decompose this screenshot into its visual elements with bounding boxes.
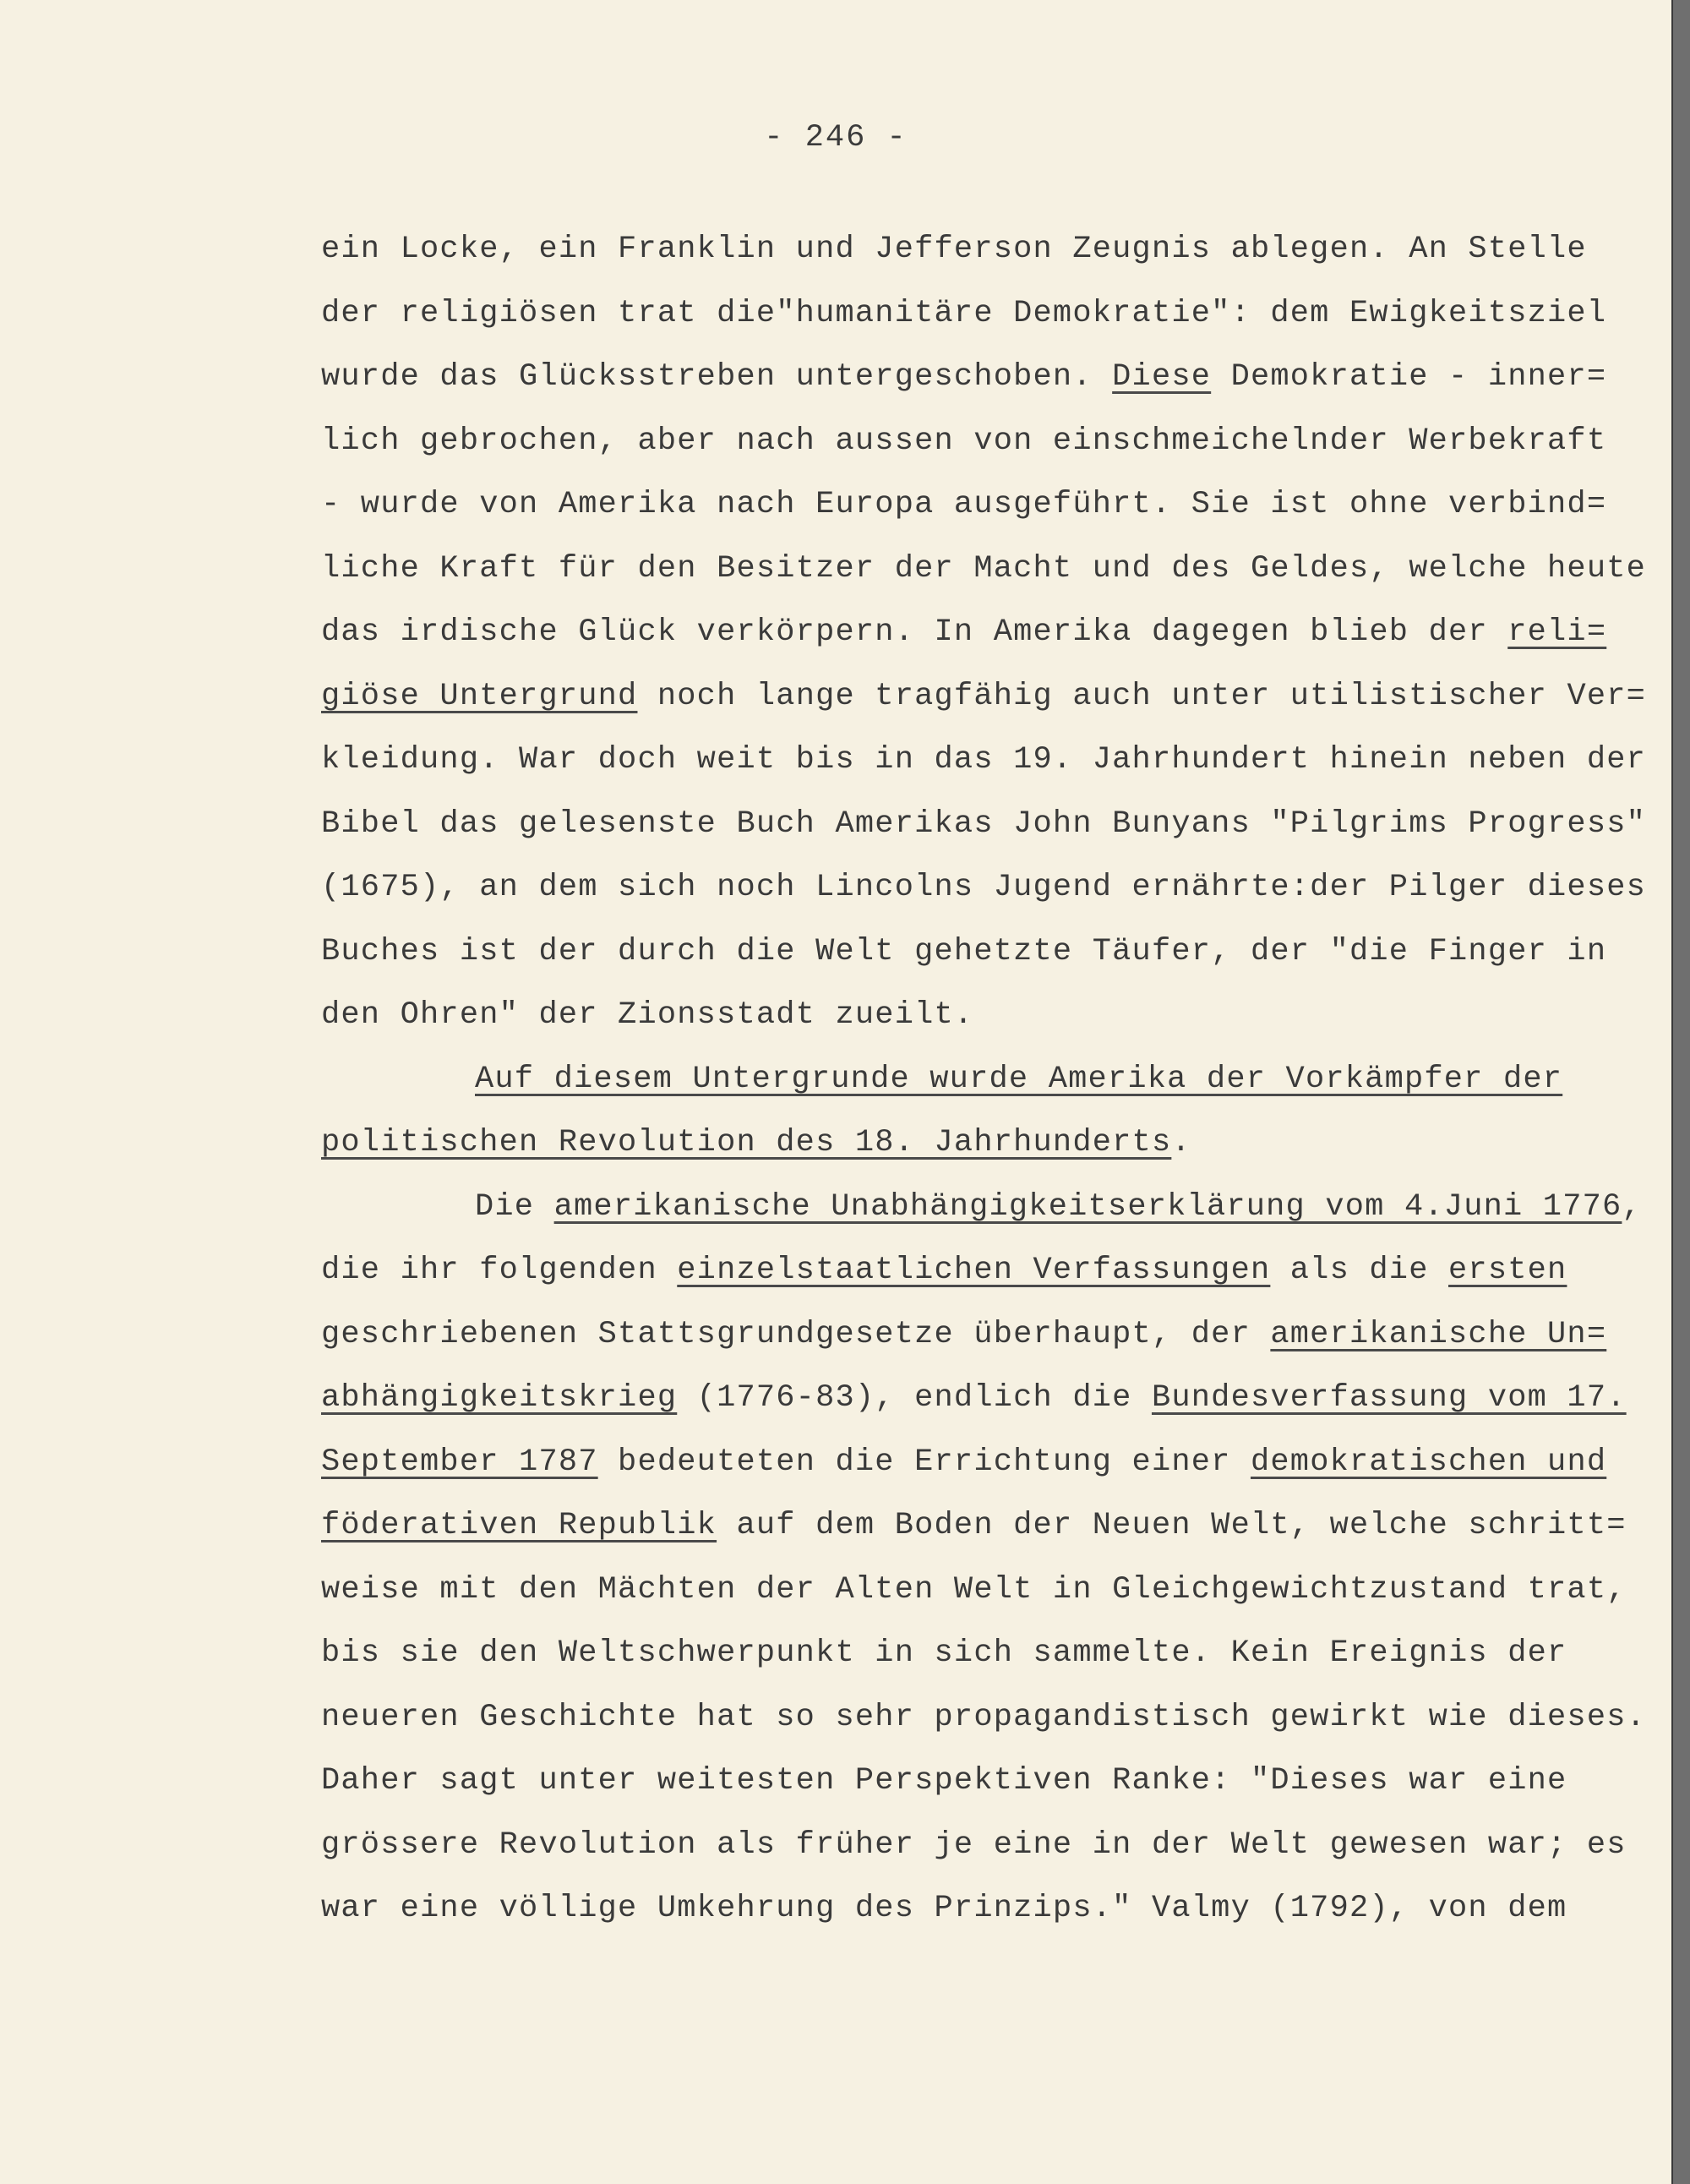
line-text: geschriebenen Stattsgrundgesetze überhaupt, der <box>321 1316 1271 1352</box>
text-line <box>321 665 1647 729</box>
text-line <box>321 1048 1606 1112</box>
text-line <box>321 793 1647 857</box>
line-text: kleidung. War doch weit bis in das 19. Jahrhundert hinein neben der <box>321 742 1647 778</box>
text-line <box>321 1303 1606 1368</box>
text-line <box>321 1176 1642 1240</box>
line-text: auf dem Boden der Neuen Welt, welche schritt= <box>717 1508 1627 1543</box>
underlined-text: einzelstaatlichen Verfassungen <box>677 1253 1271 1288</box>
line-text: Die <box>475 1188 554 1225</box>
line-text: , <box>1622 1188 1642 1225</box>
text-line <box>321 1877 1606 1941</box>
line-text: Buches ist der durch die Welt gehetzte Täufer, der "die Finger in <box>321 933 1607 969</box>
text-line <box>321 1367 1627 1431</box>
text-line <box>321 984 1606 1048</box>
line-text: grössere Revolution als früher je eine in der Welt gewesen war; es <box>321 1826 1627 1863</box>
line-text: lich gebrochen, aber nach aussen von einschmeichelnder Werbekraft <box>321 423 1607 459</box>
text-line <box>321 1750 1606 1814</box>
line-text: noch lange tragfähig auch unter utilistischer Ver= <box>637 678 1647 714</box>
line-text: bedeuteten die Errichtung einer <box>597 1444 1251 1480</box>
text-line <box>321 1559 1627 1623</box>
underlined-text: giöse Untergrund <box>321 678 638 714</box>
typed-text-body <box>321 218 1647 1941</box>
line-text: - wurde von Amerika nach Europa ausgeführt. Sie ist ohne verbind= <box>321 487 1607 522</box>
text-line <box>321 282 1606 347</box>
text-line <box>321 1814 1627 1878</box>
underlined-text: föderativen Republik <box>321 1508 717 1543</box>
line-text: die ihr folgenden <box>321 1253 678 1288</box>
text-line <box>321 729 1647 793</box>
underlined-text: amerikanische Un= <box>1270 1316 1607 1352</box>
text-line <box>321 601 1606 665</box>
underlined-text: amerikanische Unabhängigkeitserklärung vom 4.Juni 1776 <box>553 1188 1622 1225</box>
line-text: neueren Geschichte hat so sehr propagandistisch gewirkt wie dieses. <box>321 1699 1647 1735</box>
underlined-text: reli= <box>1507 614 1607 650</box>
line-text: Bibel das gelesenste Buch Amerikas John Bunyans "Pilgrims Progress" <box>321 805 1647 842</box>
text-line <box>321 1111 1606 1176</box>
text-line <box>321 218 1606 282</box>
text-line <box>321 410 1606 474</box>
line-text: . <box>1171 1125 1191 1160</box>
page-number: - 246 - <box>764 120 908 156</box>
underlined-text: abhängigkeitskrieg <box>321 1380 678 1416</box>
underlined-text: Bundesverfassung vom 17. <box>1151 1380 1627 1416</box>
line-text: war eine völlige Umkehrung des Prinzips." Valmy (1792), von dem <box>321 1891 1567 1926</box>
underlined-text: politischen Revolution des 18. Jahrhunderts <box>321 1125 1172 1160</box>
line-text: Demokratie - inner= <box>1211 359 1607 395</box>
text-line <box>321 538 1647 602</box>
text-line <box>321 856 1647 920</box>
line-text: weise mit den Mächten der Alten Welt in Gleichgewichtzustand trat, <box>321 1571 1627 1608</box>
line-text: das irdische Glück verkörpern. In Amerika dagegen blieb der <box>321 614 1508 650</box>
line-text: wurde das Glücksstreben untergeschoben. <box>321 359 1113 395</box>
line-text: den Ohren" der Zionsstadt zueilt. <box>321 997 974 1033</box>
underlined-text: Diese <box>1112 359 1212 395</box>
underlined-text: demokratischen und <box>1250 1444 1607 1480</box>
text-line <box>321 346 1606 410</box>
page-edge <box>1671 0 1690 2184</box>
underlined-text: ersten <box>1448 1253 1567 1288</box>
underlined-text: Auf diesem Untergrunde wurde Amerika der Vorkämpfer der <box>475 1061 1563 1097</box>
text-line <box>321 920 1606 985</box>
text-line <box>321 1239 1606 1303</box>
line-text: Daher sagt unter weitesten Perspektiven Ranke: "Dieses war eine <box>321 1763 1567 1799</box>
line-text: (1675), an dem sich noch Lincolns Jugend ernährte:der Pilger dieses <box>321 870 1647 905</box>
line-text: ein Locke, ein Franklin und Jefferson Zeugnis ablegen. An Stelle <box>321 232 1587 267</box>
text-line <box>321 473 1606 538</box>
line-text: der religiösen trat die"humanitäre Demokratie": dem Ewigkeitsziel <box>321 295 1607 331</box>
line-text: bis sie den Weltschwerpunkt in sich sammelte. Kein Ereignis der <box>321 1635 1567 1671</box>
line-text: als die <box>1270 1253 1449 1288</box>
line-text: (1776-83), endlich die <box>677 1380 1152 1416</box>
line-text: liche Kraft für den Besitzer der Macht und des Geldes, welche heute <box>321 550 1647 587</box>
text-line <box>321 1494 1627 1559</box>
text-line <box>321 1431 1606 1495</box>
underlined-text: September 1787 <box>321 1444 598 1480</box>
text-line <box>321 1622 1606 1686</box>
text-line <box>321 1686 1647 1750</box>
